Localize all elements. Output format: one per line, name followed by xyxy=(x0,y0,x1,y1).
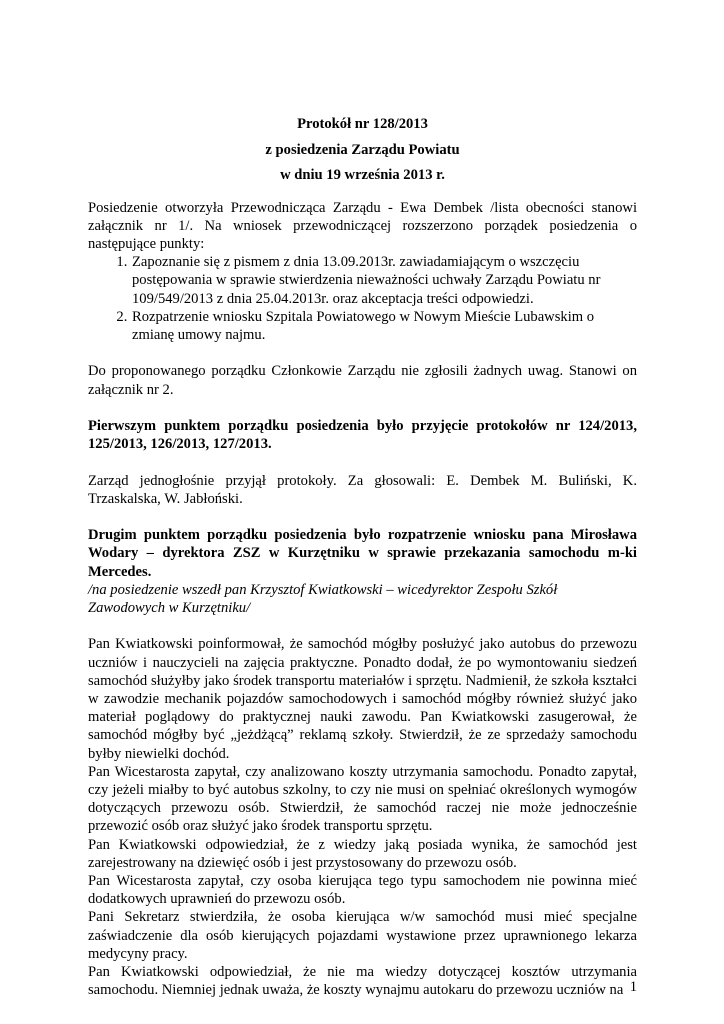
spacer xyxy=(88,453,637,471)
spacer xyxy=(88,344,637,362)
agenda-item: 2. Rozpatrzenie wniosku Szpitala Powiatowego w Nowym Mieście Lubawskim o zmianę umowy najmu. xyxy=(131,308,637,344)
discussion-paragraph: Pan Kwiatkowski odpowiedział, że nie ma wiedzy dotyczącej kosztów utrzymania samochodu. Niemniej jednak uważa, że koszty wynajmu autokaru do przewozu uczniów na xyxy=(88,963,637,999)
agenda-note: Do proponowanego porządku Członkowie Zarządu nie zgłosili żadnych uwag. Stanowi on załącznik nr 2. xyxy=(88,363,637,398)
agenda-list xyxy=(88,253,637,344)
discussion-paragraph: Pan Wicestarosta zapytał, czy analizowano koszty utrzymania samochodu. Ponadto zapytał, czy jeżeli miałby to być autobus szkolny, to czy nie musi on spełniać określonych wymogów dotyczących przewozu osób. Stwierdził, że samochód raczej nie może jednocześnie przewozić osób oraz służyć jako środek transportu sprzętu. xyxy=(88,763,637,835)
protocol-title: Protokół nr 128/2013 xyxy=(297,116,428,132)
protocol-date: w dniu 19 września 2013 r. xyxy=(280,167,445,183)
page-number: 1 xyxy=(629,979,637,995)
agenda-item: 1. Zapoznanie się z pismem z dnia 13.09.2013r. zawiadamiającym o wszczęciu postępowania w sprawie stwierdzenia nieważności uchwały Zarządu Powiatu nr 109/549/2013 z dnia 25.04.2013r. oraz akceptacja treści odpowiedzi. xyxy=(131,253,637,308)
point1-text: Zarząd jednogłośnie przyjął protokoły. Za głosowali: E. Dembek M. Buliński, K. Trzaskalska, W. Jabłoński. xyxy=(88,472,637,507)
spacer xyxy=(88,399,637,417)
spacer xyxy=(88,189,637,199)
spacer xyxy=(88,508,637,526)
discussion-paragraph: Pani Sekretarz stwierdziła, że osoba kierująca w/w samochód musi mieć specjalne zaświadczenie dla osób kierujących pojazdami wystawione przez uprawnionego lekarza medycyny pracy. xyxy=(88,909,637,962)
discussion-paragraph: Pan Wicestarosta zapytał, czy osoba kierująca tego typu samochodem nie powinna mieć dodatkowych uprawnień do przewozu osób. xyxy=(88,872,637,908)
intro-paragraph: Posiedzenie otworzyła Przewodnicząca Zarządu - Ewa Dembek /lista obecności stanowi załącznik nr 1/. Na wniosek przewodniczącej rozszerzono porządek posiedzenia o następujące punkty: xyxy=(88,199,637,252)
point1-heading: Pierwszym punktem porządku posiedzenia było przyjęcie protokołów nr 124/2013, 125/2013, 126/2013, 127/2013. xyxy=(88,417,637,453)
discussion-paragraph: Pan Kwiatkowski odpowiedział, że z wiedzy jaką posiada wynika, że samochód jest zarejestrowany na dziewięć osób i jest przystosowany do przewozu osób. xyxy=(88,836,637,871)
protocol-subtitle: z posiedzenia Zarządu Powiatu xyxy=(265,141,460,158)
discussion-paragraph: Pan Kwiatkowski poinformował, że samochód mógłby posłużyć jako autobus do przewozu uczniów i nauczycieli na zajęcia praktyczne. Ponadto dodał, że po wymontowaniu siedzeń samochód służyłby jako środek transportu materiałów i sprzętu. Nadmienił, że szkoła kształci w zawodzie mechanik pojazdów samochodowych i samochód mógłby również służyć jako materiał poglądowy do praktycznej nauki zawodu. Pan Kwiatkowski zasugerował, że samochód mógłby być „jeżdżącą” reklamą szkoły. Stwierdził, że ze sprzedaży samochodu byłby niewielki dochód. xyxy=(88,636,637,762)
document-body xyxy=(88,112,637,999)
spacer xyxy=(88,617,637,635)
point2-heading: Drugim punktem porządku posiedzenia było rozpatrzenie wniosku pana Mirosława Wodary – dyrektora ZSZ w Kurzętniku w sprawie przekazania samochodu m-ki Mercedes. xyxy=(88,527,637,580)
point2-note: /na posiedzenie wszedł pan Krzysztof Kwiatkowski – wicedyrektor Zespołu Szkół Zawodowych w Kurzętniku/ xyxy=(88,581,558,616)
